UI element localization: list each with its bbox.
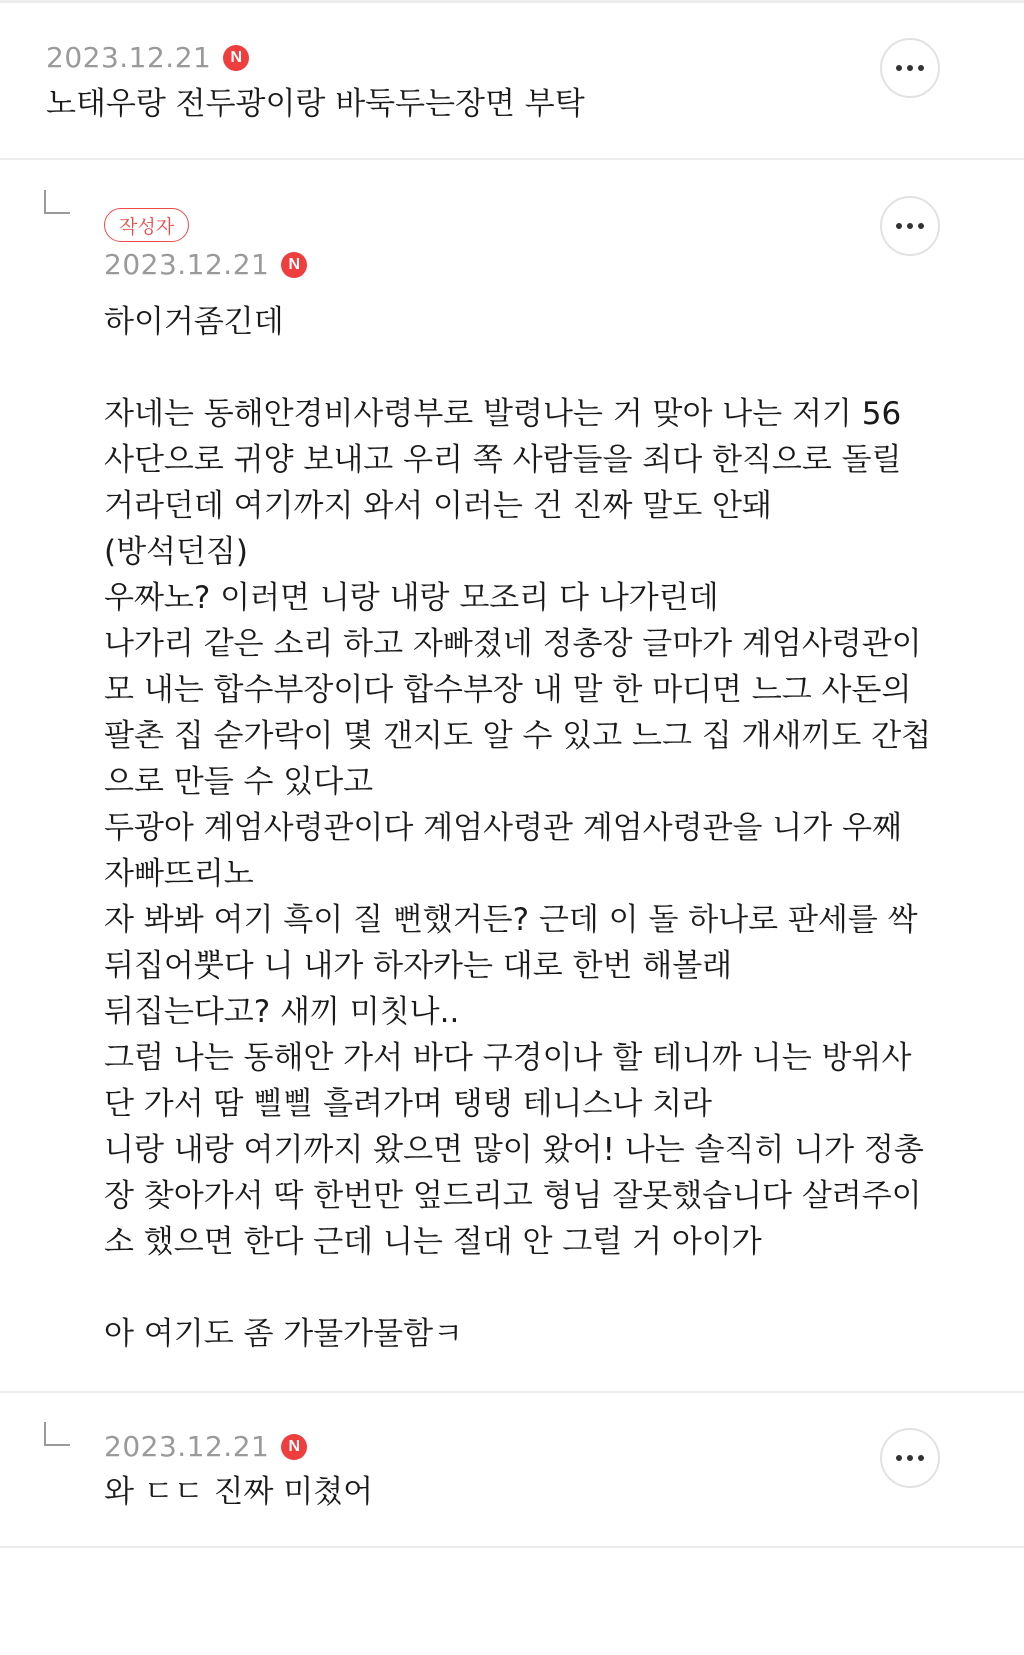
- comment-line: 니랑 내랑 여기까지 왔으면 많이 왔어! 나는 솔직히 니가 정총: [104, 1132, 924, 1168]
- comment-line: 자 봐봐 여기 흑이 질 뻔했거든? 근데 이 돌 하나로 판세를 싹: [104, 902, 918, 938]
- comment-divider: [0, 158, 1024, 160]
- comment-line: 아 여기도 좀 가물가물함ㅋ: [104, 1316, 463, 1352]
- comment-text: 와 ㄷㄷ 진짜 미쳤어: [104, 1474, 374, 1510]
- comment-date: 2023.12.21: [104, 1430, 270, 1463]
- top-divider: [0, 0, 1024, 3]
- comment-meta: [46, 41, 249, 74]
- comment-line: 우짜노? 이러면 니랑 내랑 모조리 다 나가린데: [104, 580, 719, 616]
- comment-line: 모 내는 합수부장이다 합수부장 내 말 한 마디면 느그 사돈의: [104, 672, 912, 708]
- comment-line: 거라던데 여기까지 와서 이러는 건 진짜 말도 안돼: [104, 488, 772, 524]
- more-options-button[interactable]: [880, 196, 940, 256]
- more-horizontal-icon: [896, 65, 924, 71]
- comment-line: 두광아 계엄사령관이다 계엄사령관 계엄사령관을 니가 우째: [104, 810, 902, 846]
- comment-line: 뒤집는다고? 새끼 미칫나..: [104, 994, 460, 1030]
- comment-line: 팔촌 집 숟가락이 몇 갠지도 알 수 있고 느그 집 개새끼도 간첩: [104, 718, 932, 754]
- comment-line: 나가리 같은 소리 하고 자빠졌네 정총장 글마가 계엄사령관이: [104, 626, 922, 662]
- reply-corner-icon: [44, 190, 70, 214]
- comment-line: 자네는 동해안경비사령부로 발령나는 거 맞아 나는 저기 56: [104, 396, 902, 432]
- comment-line: [104, 344, 944, 390]
- comment-text: 노태우랑 전두광이랑 바둑두는장면 부탁: [46, 86, 585, 122]
- comment-line: 단 가서 땀 삘삘 흘려가며 탱탱 테니스나 치라: [104, 1086, 713, 1122]
- comment-line: 뒤집어뿟다 니 내가 하자카는 대로 한번 해볼래: [104, 948, 733, 984]
- comment-line: 하이거좀긴데: [104, 304, 284, 340]
- comment-line: 장 찾아가서 딱 한번만 엎드리고 형님 잘못했습니다 살려주이: [104, 1178, 922, 1214]
- comment-divider: [0, 1546, 1024, 1548]
- comment-line: 자빠뜨리노: [104, 856, 254, 892]
- comment-date: 2023.12.21: [46, 41, 212, 74]
- more-options-button[interactable]: [880, 1428, 940, 1488]
- comment-line: 소 했으면 한다 근데 니는 절대 안 그럴 거 아이가: [104, 1224, 762, 1260]
- comment-line: 그럼 나는 동해안 가서 바다 구경이나 할 테니까 니는 방위사: [104, 1040, 912, 1076]
- new-badge: N: [281, 1434, 307, 1460]
- comment-meta: [104, 248, 307, 281]
- comment-line: 사단으로 귀양 보내고 우리 쪽 사람들을 죄다 한직으로 돌릴: [104, 442, 902, 478]
- comment-line: [104, 1264, 944, 1310]
- more-options-button[interactable]: [880, 38, 940, 98]
- comment-line: (방석던짐): [104, 534, 248, 570]
- comment-divider: [0, 1391, 1024, 1393]
- author-badge: 작성자: [104, 208, 189, 242]
- more-horizontal-icon: [896, 223, 924, 229]
- comment-meta: [104, 1430, 307, 1463]
- more-horizontal-icon: [896, 1455, 924, 1461]
- comment-date: 2023.12.21: [104, 248, 270, 281]
- new-badge: N: [223, 45, 249, 71]
- reply-corner-icon: [44, 1422, 70, 1446]
- new-badge: N: [281, 252, 307, 278]
- comment-text: [104, 298, 944, 1356]
- comment-line: 으로 만들 수 있다고: [104, 764, 374, 800]
